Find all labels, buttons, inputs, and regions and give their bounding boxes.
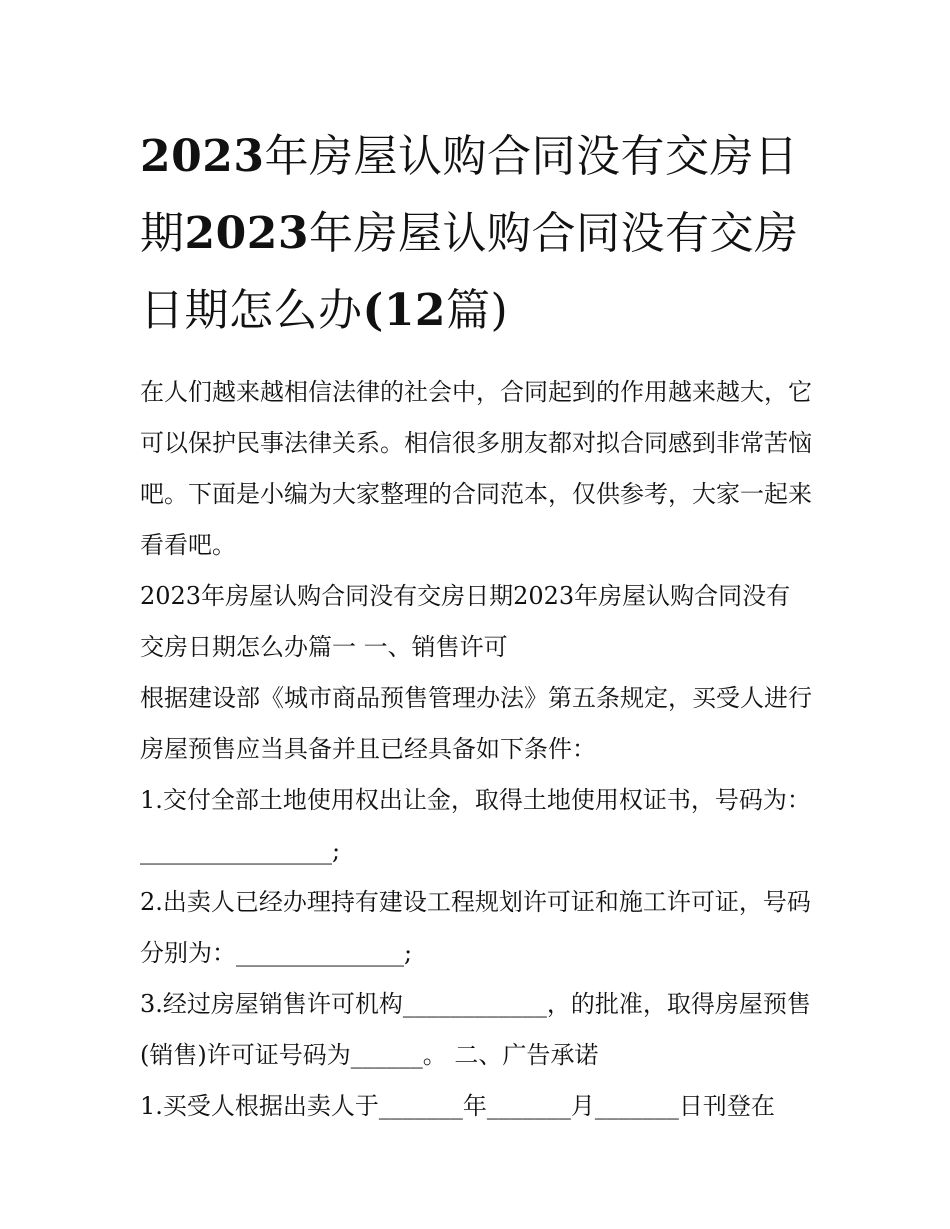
document-body (140, 367, 812, 1132)
title-year-2: 2023 (184, 208, 309, 259)
title-text-1: 年房屋认购合同没有交房日期 (140, 131, 799, 259)
advertising-clause-1: 1.买受人根据出卖人于_______年_______月_______日刊登在 (140, 1092, 775, 1120)
clause-2: 2.出卖人已经办理持有建设工程规划许可证和施工许可证，号码分别为：______________; (140, 888, 811, 967)
title-count: (12 (362, 285, 447, 336)
clause-3: 3.经过房屋销售许可机构____________，的批准，取得房屋预售(销售)许可证号码为______。 二、广告承诺 (140, 990, 811, 1069)
intro-paragraph: 在人们越来越相信法律的社会中，合同起到的作用越来越大，它可以保护民事法律关系。相信很多朋友都对拟合同感到非常苦恼吧。下面是小编为大家整理的合同范本，仅供参考，大家一起来看看吧。 (140, 378, 812, 559)
title-suffix: 篇) (446, 285, 509, 336)
title-text-2: 年房屋认购合同没有交房日期怎么办 (140, 208, 799, 336)
document-title (140, 118, 812, 349)
title-year-1: 2023 (140, 131, 265, 182)
clause-1: 1.交付全部土地使用权出让金，取得土地使用权证书，号码为：________________; (140, 786, 811, 865)
paragraph-sales-permit: 根据建设部《城市商品预售管理办法》第五条规定，买受人进行房屋预售应当具备并且已经具备如下条件： (140, 684, 812, 763)
section-heading: 2023年房屋认购合同没有交房日期2023年房屋认购合同没有交房日期怎么办篇一 一、销售许可 (140, 582, 791, 661)
